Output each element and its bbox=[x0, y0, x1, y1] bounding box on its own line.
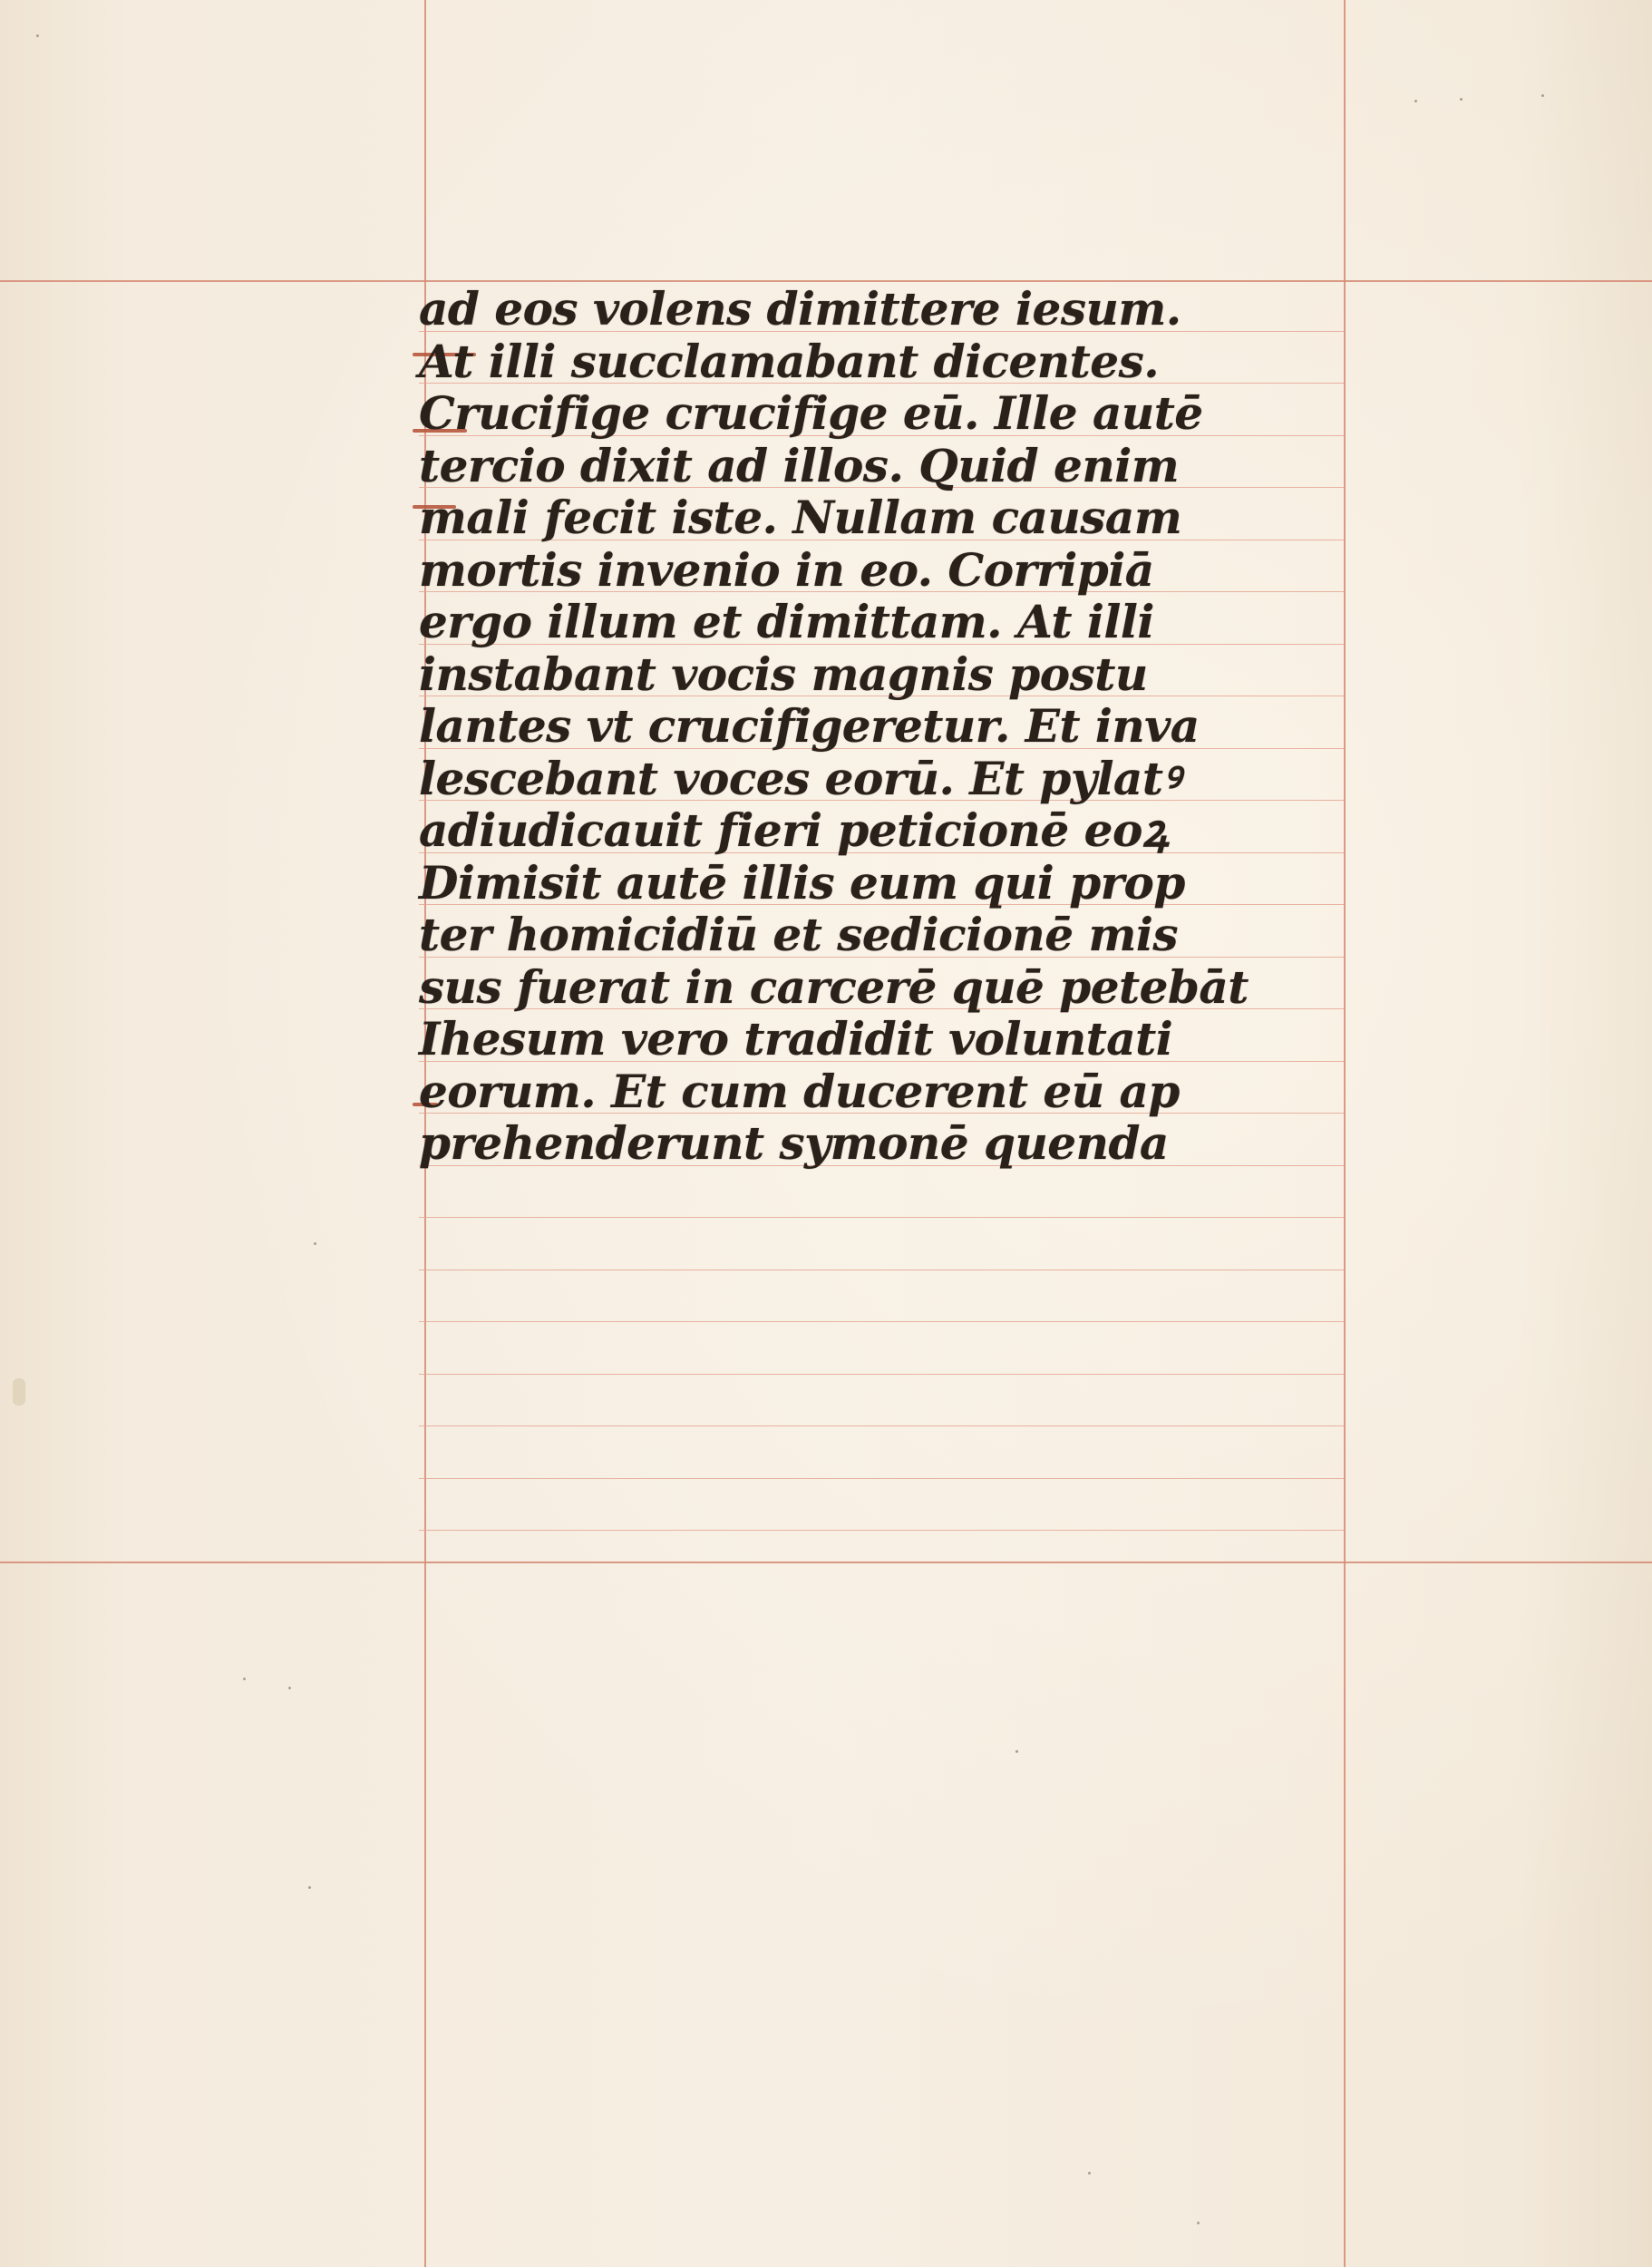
paper-speck bbox=[1460, 98, 1463, 101]
manuscript-line: mali fecit iste. Nullam causam bbox=[419, 491, 1182, 544]
paper-speck bbox=[308, 1886, 311, 1889]
manuscript-line: Dimisit autē illis eum qui prop bbox=[419, 855, 1185, 910]
bottom-ruling-line bbox=[0, 1562, 1652, 1563]
line-ruling bbox=[419, 1374, 1344, 1375]
paper-speck bbox=[1015, 1750, 1018, 1753]
line-ruling bbox=[419, 1478, 1344, 1479]
paper-speck bbox=[1088, 2172, 1091, 2175]
manuscript-line: instabant vocis magnis postu bbox=[419, 647, 1148, 701]
paper-stain bbox=[13, 1378, 25, 1406]
manuscript-line: ergo illum et dimittam. At illi bbox=[419, 595, 1154, 648]
manuscript-line: ad eos volens dimittere iesum. bbox=[419, 282, 1181, 336]
manuscript-text-block bbox=[419, 283, 1353, 1170]
manuscript-line: Ihesum vero tradidit voluntati bbox=[419, 1012, 1173, 1065]
paper-speck bbox=[1541, 94, 1544, 97]
manuscript-line: lantes vt crucifigeretur. Et inva bbox=[419, 699, 1200, 753]
manuscript-line: prehenderunt symonē quenda bbox=[419, 1116, 1169, 1170]
paper-speck bbox=[314, 1242, 316, 1245]
paper-speck bbox=[1197, 2222, 1200, 2224]
paper-speck bbox=[288, 1687, 291, 1689]
manuscript-line: ter homicidiū et sedicionē mis bbox=[419, 908, 1179, 961]
manuscript-line: adiudicauit fieri peticionē eoꝝ bbox=[419, 803, 1169, 857]
manuscript-line: lescebant voces eorū. Et pylatꝰ bbox=[419, 751, 1181, 805]
line-ruling bbox=[419, 1425, 1344, 1426]
manuscript-line: sus fuerat in carcerē quē petebāt bbox=[419, 959, 1249, 1014]
manuscript-line: eorum. Et cum ducerent eū ap bbox=[419, 1064, 1180, 1118]
line-ruling bbox=[419, 1217, 1344, 1218]
manuscript-line: At illi succlamabant dicentes. bbox=[419, 334, 1160, 388]
manuscript-line: mortis invenio in eo. Corripiā bbox=[419, 542, 1154, 597]
line-ruling bbox=[419, 1530, 1344, 1531]
paper-speck bbox=[36, 34, 39, 37]
line-ruling bbox=[419, 1321, 1344, 1322]
paper-speck bbox=[1414, 100, 1417, 102]
paper-speck bbox=[243, 1678, 246, 1680]
manuscript-line: tercio dixit ad illos. Quid enim bbox=[419, 438, 1180, 492]
manuscript-line: Crucifige crucifige eū. Ille autē bbox=[419, 386, 1203, 440]
